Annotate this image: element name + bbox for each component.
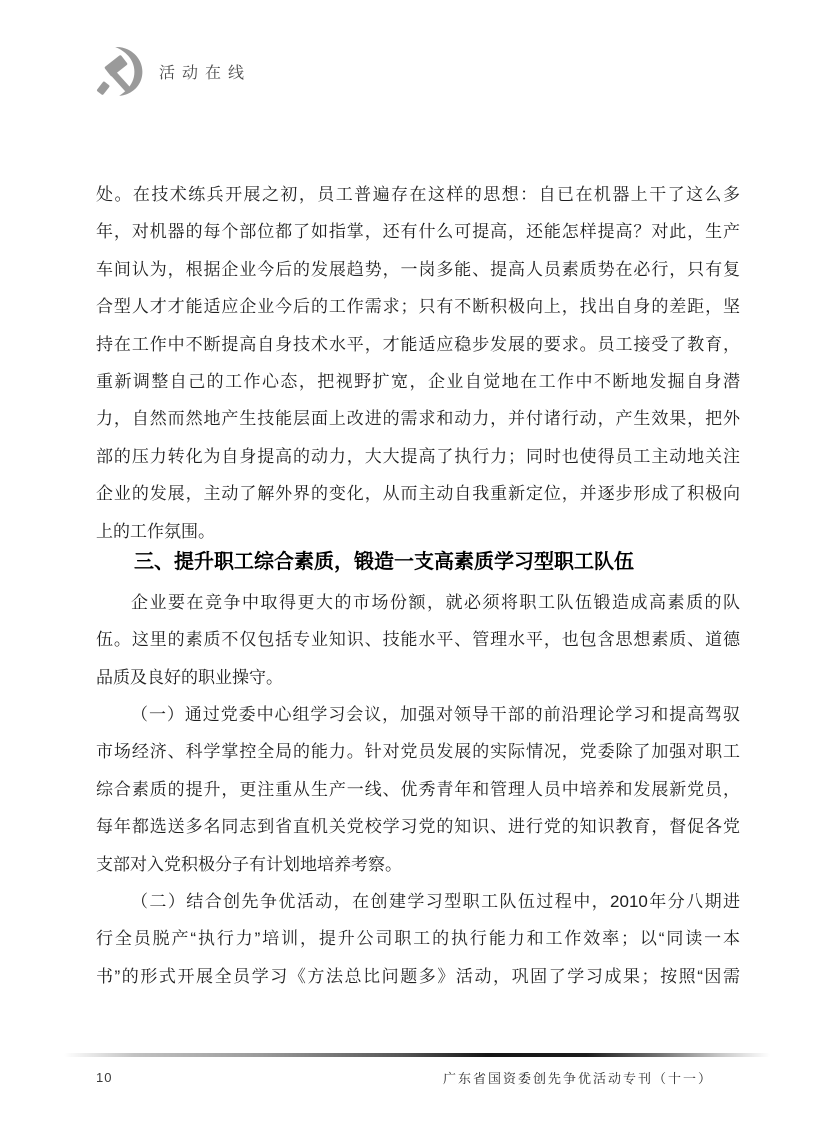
text-line: 力，自然而然地产生技能层面上改进的需求和动力，并付诸行动，产生效果，把外 <box>96 409 740 429</box>
text-line: 部的压力转化为自身提高的动力，大大提高了执行力；同时也使得员工主动地关注 <box>96 446 740 466</box>
text-line: 持在工作中不断提高自身技术水平，才能适应稳步发展的要求。员工接受了教育， <box>96 334 740 354</box>
section-heading: 三、提升职工综合素质，锻造一支高素质学习型职工队伍 <box>134 550 634 573</box>
page-header <box>96 44 251 98</box>
text-line: 上的工作氛围。 <box>96 521 215 541</box>
text-line: 每年都选送多名同志到省直机关党校学习党的知识、进行党的知识教育，督促各党 <box>96 817 740 837</box>
text-line: 行全员脱产“执行力”培训，提升公司职工的执行能力和工作效率；以“同读一本 <box>96 929 740 949</box>
text-line: 综合素质的提升，更注重从生产一线、优秀青年和管理人员中培养和发展新党员， <box>96 779 740 799</box>
text-line: 书”的形式开展全员学习《方法总比问题多》活动，巩固了学习成果；按照“因需 <box>96 966 740 986</box>
text-line: 重新调整自己的工作心态，把视野扩宽，企业自觉地在工作中不断地发掘自身潜 <box>96 371 740 391</box>
journal-title: 广东省国资委创先争优活动专刊（十一） <box>442 1070 713 1086</box>
page-footer <box>96 1066 713 1088</box>
text-line: 合型人才才能适应企业今后的工作需求；只有不断积极向上，找出自身的差距，坚 <box>96 297 740 317</box>
text-line: 支部对入党积极分子有计划地培养考察。 <box>96 854 402 874</box>
header-brand: 活动在线 <box>159 64 252 82</box>
text-line: 市场经济、科学掌控全局的能力。针对党员发展的实际情况，党委除了加强对职工 <box>96 742 740 762</box>
party-emblem-icon <box>96 44 144 98</box>
text-line: 伍。这里的素质不仅包括专业知识、技能水平、管理水平，也包含思想素质、道德 <box>96 630 740 650</box>
text-line: 处。在技术练兵开展之初，员工普遍存在这样的思想：自已在机器上干了这么多 <box>96 185 740 204</box>
page-number: 10 <box>96 1069 113 1085</box>
text-line: 车间认为，根据企业今后的发展趋势，一岗多能、提高人员素质势在必行，只有复 <box>96 259 740 279</box>
text-line: （二）结合创先争优活动，在创建学习型职工队伍过程中，2010年分八期进 <box>131 892 740 912</box>
text-line: 年，对机器的每个部位都了如指掌，还有什么可提高，还能怎样提高？对此，生产 <box>96 222 740 242</box>
document-body <box>96 176 740 995</box>
text-line: 企业的发展，主动了解外界的变化，从而主动自我重新定位，并逐步形成了积极向 <box>96 484 740 504</box>
footer-divider <box>64 1053 770 1057</box>
text-line: （一）通过党委中心组学习会议，加强对领导干部的前沿理论学习和提高驾驭 <box>131 705 740 725</box>
text-line: 企业要在竞争中取得更大的市场份额，就必须将职工队伍锻造成高素质的队 <box>131 592 740 612</box>
text-line: 品质及良好的职业操守。 <box>96 667 283 687</box>
